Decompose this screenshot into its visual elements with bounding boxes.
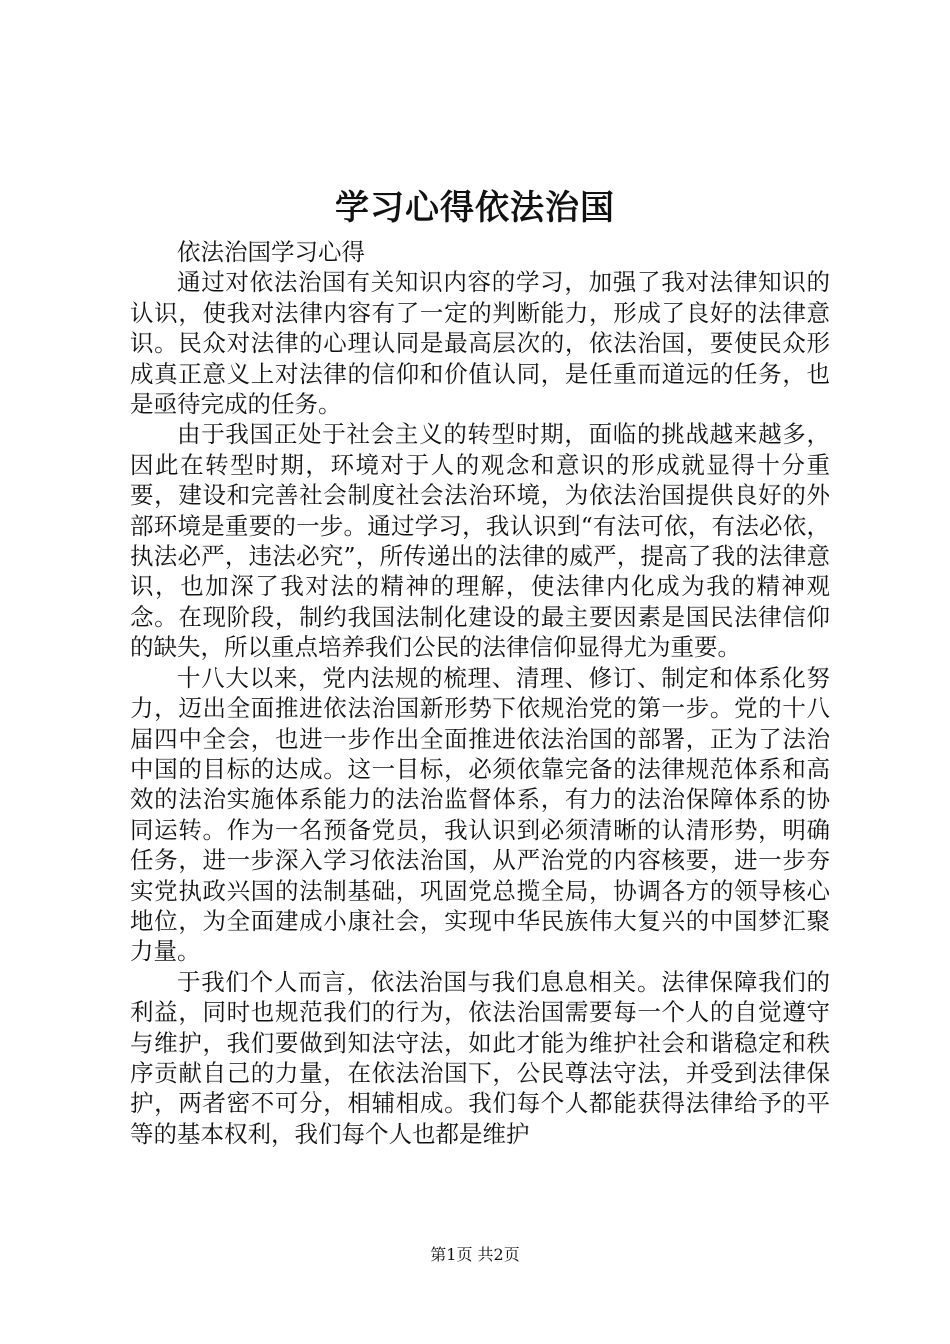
document-title: 学习心得依法治国 xyxy=(335,188,615,228)
document-subtitle: 依法治国学习心得 xyxy=(177,238,365,266)
paragraph-3: 十八大以来，党内法规的梳理、清理、修订、制定和体系化努力，迈出全面推进依法治国新形势下依规治党的第一步。党的十八届四中全会，也进一步作出全面推进依法治国的部署，正为了法治中国的目标的达成。这一目标，必须依靠完备的法律规范体系和高效的法治实施体系能力的法治监督体系，有力的法治保障体系的协同运转。作为一名预备党员，我认识到必须清晰的认清形势，明确任务，进一步深入学习依法治国，从严治党的内容核要，进一步夯实党执政兴国的法制基础，巩固党总揽全局，协调各方的领导核心地位，为全面建成小康社会，实现中华民族伟大复兴的中国梦汇聚力量。 xyxy=(130,663,830,966)
paragraph-1: 通过对依法治国有关知识内容的学习，加强了我对法律知识的认识，使我对法律内容有了一定的判断能力，形成了良好的法律意识。民众对法律的心理认同是最高层次的，依法治国，要使民众形成真正意义上对法律的信仰和价值认同，是任重而道远的任务，也是亟待完成的任务。 xyxy=(130,268,830,419)
paragraph-2: 由于我国正处于社会主义的转型时期，面临的挑战越来越多，因此在转型时期，环境对于人的观念和意识的形成就显得十分重要，建设和完善社会制度社会法治环境，为依法治国提供良好的外部环境是重要的一步。通过学习，我认识到“有法可依，有法必依，执法必严，违法必究”，所传递出的法律的威严，提高了我的法律意识，也加深了我对法的精神的理解，使法律内化成为我的精神观念。在现阶段，制约我国法制化建设的最主要因素是国民法律信仰的缺失，所以重点培养我们公民的法律信仰显得尤为重要。 xyxy=(130,420,830,662)
document-body xyxy=(130,237,830,1149)
page-footer: 第1页 共2页 xyxy=(430,1245,520,1264)
paragraph-4: 于我们个人而言，依法治国与我们息息相关。法律保障我们的利益，同时也规范我们的行为，依法治国需要每一个人的自觉遵守与维护，我们要做到知法守法，如此才能为维护社会和谐稳定和秩序贡献自己的力量，在依法治国下，公民尊法守法，并受到法律保护，两者密不可分，相辅相成。我们每个人都能获得法律给予的平等的基本权利，我们每个人也都是维护 xyxy=(130,967,830,1148)
